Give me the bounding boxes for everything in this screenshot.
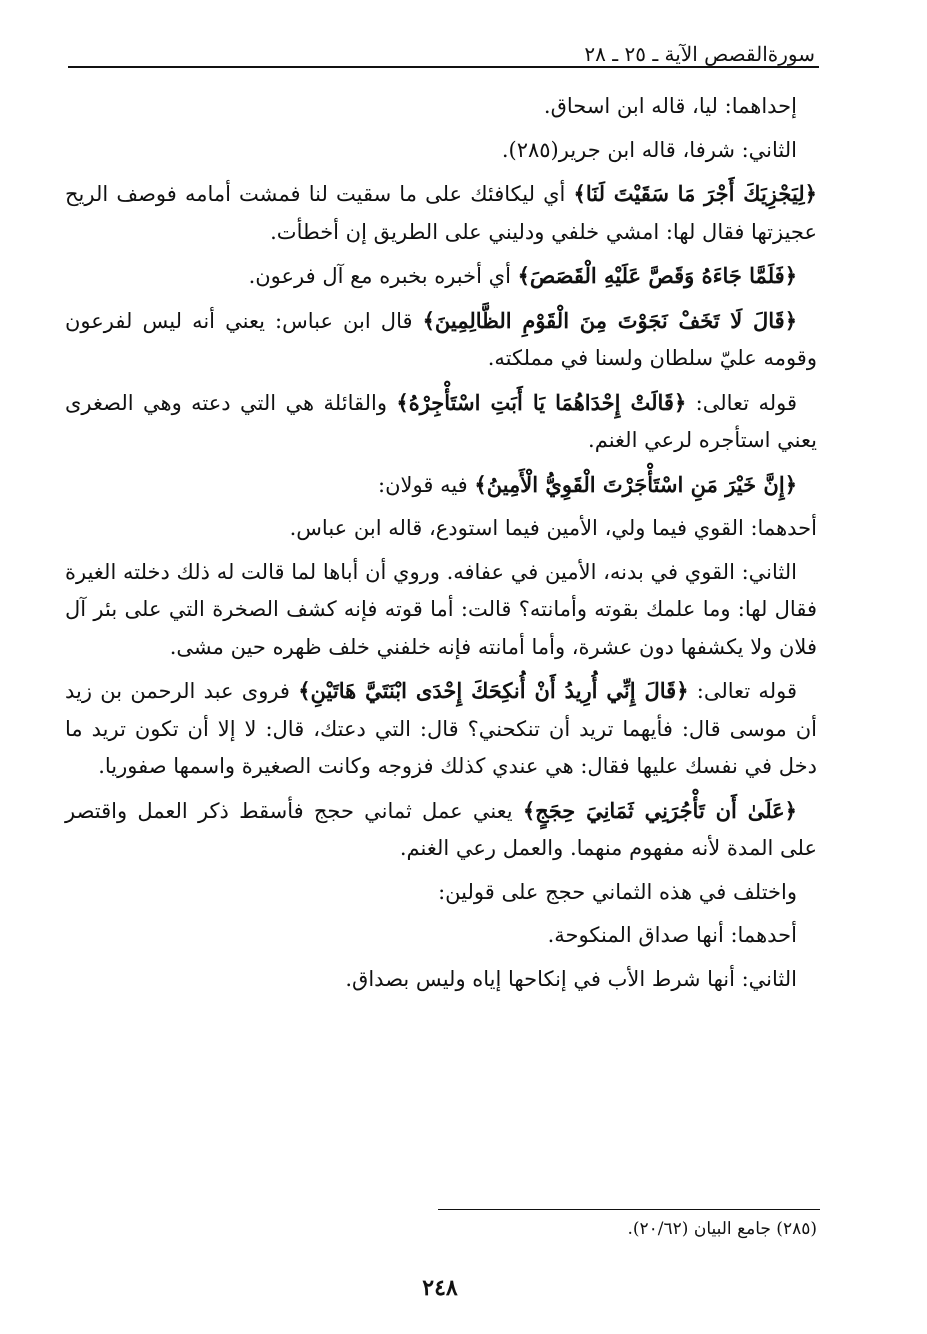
paragraph xyxy=(65,672,817,786)
paragraph-text: فيه قولان: xyxy=(378,472,475,497)
header-divider xyxy=(68,66,819,68)
quran-verse: ﴿إِنَّ خَيْرَ مَنِ اسْتَأْجَرْتَ الْقَوِيُّ الْأَمِينُ﴾ xyxy=(474,471,797,497)
paragraph xyxy=(65,384,817,460)
paragraph xyxy=(65,554,817,667)
running-header xyxy=(68,38,815,78)
paragraph-lead: قوله تعالى: xyxy=(688,679,797,703)
footnote-text: (٢٨٥) جامع البيان (٢٠/٦٢). xyxy=(627,1219,817,1239)
footnote-divider xyxy=(438,1209,820,1210)
paragraph xyxy=(65,257,817,296)
paragraph-text: إحداهما: ليا، قاله ابن اسحاق. xyxy=(543,94,797,118)
paragraph-text: أي أخبره بخبره مع آل فرعون. xyxy=(248,264,518,288)
paragraph xyxy=(65,510,817,548)
paragraph-text: أي ليكافئك على ما سقيت لنا فمشت أمامه فوصف الريح عجيزتها فقال لها: امشي خلفي ودليني على الطريق إن أخطأت. xyxy=(65,182,817,244)
paragraph xyxy=(65,175,817,251)
paragraph xyxy=(65,792,817,868)
footnote xyxy=(65,1216,817,1242)
paragraph-text: قال ابن عباس: يعني أنه ليس لفرعون وقومه عليّ سلطان ولسنا في مملكته. xyxy=(65,308,817,370)
paragraph xyxy=(65,466,817,505)
main-text xyxy=(65,88,817,1004)
paragraph xyxy=(65,874,817,912)
quran-verse: ﴿قَالَ إِنِّي أُرِيدُ أَنْ أُنكِحَكَ إِحْدَى ابْنَتَيَّ هَاتَيْنِ﴾ xyxy=(298,678,689,703)
paragraph-text: أحدهما: القوي فيما ولي، الأمين فيما استودع، قاله ابن عباس. xyxy=(289,516,817,540)
quran-verse: ﴿لِيَجْزِيَكَ أَجْرَ مَا سَقَيْتَ لَنَا﴾ xyxy=(573,181,817,206)
page-number: ٢٤٨ xyxy=(422,1275,458,1301)
paragraph-text: الثاني: أنها شرط الأب في إنكاحها إياه وليس بصداق. xyxy=(345,966,797,991)
quran-verse: ﴿قَالَتْ إِحْدَاهُمَا يَا أَبَتِ اسْتَأْجِرْهُ﴾ xyxy=(396,389,687,415)
paragraph-text: والقائلة هي التي دعته وهي الصغرى يعني استأجره لرعي الغنم. xyxy=(65,390,817,452)
paragraph-text: الثاني: شرفا، قاله ابن جرير(٢٨٥). xyxy=(501,137,797,162)
paragraph-text: الثاني: القوي في بدنه، الأمين في عفافه. وروي أن أباها لما قالت له ذلك دخلته الغيرة فقال لها: وما علمك بقوته وأمانته؟ قالت: أما قوته فإنه كشف الصخرة التي على بئر آل فلان ولا يكشفها دون عشرة، وأما أمانته فإنه خلفني خلف ظهره حين مشى. xyxy=(65,559,817,659)
paragraph-text: يعني عمل ثماني حجج فأسقط ذكر العمل واقتصر على المدة لأنه مفهوم منهما. والعمل رعي الغنم. xyxy=(65,798,817,860)
paragraph-lead: قوله تعالى: xyxy=(686,390,797,415)
quran-verse: ﴿فَلَمَّا جَاءَهُ وَقَصَّ عَلَيْهِ الْقَصَصَ﴾ xyxy=(517,263,797,288)
header-title: سورةالقصص الآية ـ ٢٥ ـ ٢٨ xyxy=(584,42,815,66)
paragraph xyxy=(65,302,817,378)
quran-verse: ﴿قَالَ لَا تَخَفْ نَجَوْتَ مِنَ الْقَوْمِ الظَّالِمِينَ﴾ xyxy=(422,307,798,333)
paragraph-text: واختلف في هذه الثماني حجج على قولين: xyxy=(438,879,797,904)
paragraph xyxy=(65,961,817,999)
paragraph-text: فروى عبد الرحمن بن زيد أن موسى قال: فأيهما تريد أن تنكحني؟ قال: التي دعتك، قال: لا إلا أن تكون تريد ما دخل في نفسك عليها فقال: هي عندي كذلك فزوجه وكانت الصغيرة واسمها صفوريا. xyxy=(65,679,817,778)
paragraph xyxy=(65,917,817,955)
paragraph xyxy=(65,132,817,170)
paragraph xyxy=(65,88,817,126)
quran-verse: ﴿عَلَىٰ أَن تَأْجُرَنِي ثَمَانِيَ حِجَجٍ﴾ xyxy=(522,797,797,823)
paragraph-text: أحدهما: أنها صداق المنكوحة. xyxy=(547,923,797,947)
